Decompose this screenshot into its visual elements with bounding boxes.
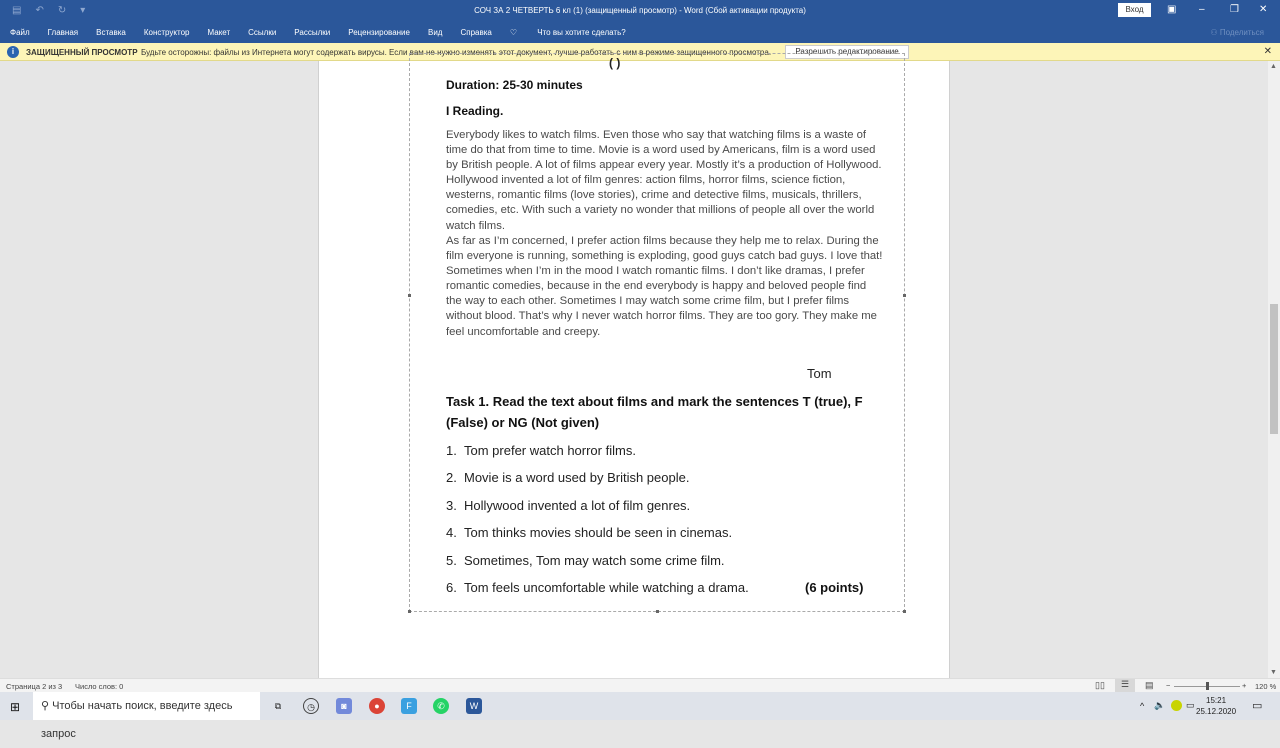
minimize-button[interactable]: –	[1199, 4, 1205, 15]
title-bar	[0, 0, 1280, 21]
login-button[interactable]: Вход	[1118, 3, 1151, 17]
undo-icon[interactable]: ↶	[35, 5, 44, 16]
search-icon: ⚲	[41, 700, 53, 712]
notifications-icon[interactable]: ▭	[1252, 700, 1263, 712]
clock-time: 15:21	[1206, 696, 1227, 705]
item-text: Sometimes, Tom may watch some crime film.	[464, 553, 725, 568]
list-item	[446, 580, 749, 595]
search-placeholder: Чтобы начать поиск, введите здесь запрос	[41, 700, 233, 740]
page-count[interactable]: Страница 2 из 3	[6, 682, 63, 691]
redo-icon[interactable]: ↻	[57, 5, 67, 16]
tab-home[interactable]: Главная	[47, 28, 79, 37]
tab-references[interactable]: Ссылки	[248, 28, 277, 37]
shield-icon: i	[7, 46, 19, 58]
maximize-button[interactable]: ❐	[1230, 4, 1239, 15]
item-text: Hollywood invented a lot of film genres.	[464, 498, 691, 513]
tray-chevron-icon[interactable]: ^	[1140, 701, 1145, 711]
author-name: Tom	[807, 366, 832, 381]
tab-mailings[interactable]: Рассылки	[294, 28, 331, 37]
discord-icon[interactable]: ◙	[336, 698, 352, 714]
close-icon[interactable]: ✕	[1263, 46, 1272, 57]
resize-handle[interactable]	[903, 610, 906, 613]
item-number: 4.	[446, 525, 457, 540]
points-label: (6 points)	[805, 580, 864, 595]
enable-editing-button[interactable]: Разрешить редактирование	[785, 45, 909, 59]
save-icon[interactable]: ▤	[12, 5, 22, 16]
resize-handle[interactable]	[408, 610, 411, 613]
person-icon: ⚇	[1210, 28, 1220, 37]
cut-off-heading: ( )	[609, 56, 621, 70]
resize-handle[interactable]	[408, 294, 411, 297]
word-count[interactable]: Число слов: 0	[75, 682, 124, 691]
app-f-icon[interactable]: F	[401, 698, 417, 714]
duration-text: Duration: 25-30 minutes	[446, 78, 583, 92]
section-heading: I Reading.	[446, 104, 504, 118]
resize-handle[interactable]	[656, 610, 659, 613]
protected-view-message: Будьте осторожны: файлы из Интернета могут содержать вирусы. Если вам не нужно изменять этот документ, лучше работать с ним в режиме защищенного просмотра.	[141, 48, 772, 57]
status-bar	[0, 678, 1280, 692]
document-page[interactable]	[318, 56, 950, 678]
zoom-out-icon[interactable]: −	[1166, 681, 1171, 690]
list-item	[446, 498, 690, 513]
windows-start-icon[interactable]: ⊞	[10, 700, 21, 714]
item-number: 1.	[446, 443, 457, 458]
whatsapp-icon[interactable]: ✆	[433, 698, 449, 714]
list-item	[446, 525, 732, 540]
tab-help[interactable]: Справка	[460, 28, 492, 37]
share-label: Поделиться	[1219, 28, 1264, 37]
tab-review[interactable]: Рецензирование	[348, 28, 410, 37]
paragraph-1: Everybody likes to watch films. Even those who say that watching films is a waste of time do that from time to time. Movie is a word used by Americans, film is a word used by British people. A lot of films appear every year. Mostly it’s a production of Hollywood. Hollywood invented a lot of film genres: action films, horror films, science fiction, westerns, romantic films (love stories), crime and detective films, musicals, thrillers, comedies, etc. With such a variety no wonder that millions of people all over the world watch films.	[446, 129, 882, 232]
zoom-level[interactable]: 120 %	[1255, 682, 1277, 691]
tab-design[interactable]: Конструктор	[143, 28, 190, 37]
lightbulb-icon: ♡	[509, 28, 520, 37]
chrome-icon[interactable]: ●	[369, 698, 385, 714]
paragraph-2: As far as I’m concerned, I prefer action films because they help me to relax. During the film everyone is running, something is exploding, good guys catch bad guys. I love that! Sometimes when I’m in the mood I watch romantic films. I don’t like dramas, I prefer romantic comedies, because in the end everybody is happy and beloved people find the way to each other. Sometimes I may watch some crime film, but I prefer films without blood. That’s why I never watch horror films. They are too gory. They make me feel uncomfortable and creepy.	[446, 235, 883, 338]
word-icon[interactable]: W	[466, 698, 482, 714]
resize-handle[interactable]	[903, 294, 906, 297]
tab-view[interactable]: Вид	[427, 28, 443, 37]
item-text: Tom thinks movies should be seen in cinemas.	[464, 525, 733, 540]
tell-me-label: Что вы хотите сделать?	[537, 28, 626, 37]
item-text: Movie is a word used by British people.	[464, 470, 690, 485]
customize-qat-icon[interactable]: ▾	[80, 5, 86, 16]
task-view-icon[interactable]: ⧉	[274, 701, 282, 711]
item-text: Tom prefer watch horror films.	[464, 443, 636, 458]
close-button[interactable]: ✕	[1259, 4, 1268, 15]
item-number: 6.	[446, 580, 457, 595]
scroll-down-icon[interactable]: ▼	[1270, 669, 1277, 676]
item-number: 2.	[446, 470, 457, 485]
tab-file[interactable]: Файл	[10, 28, 30, 37]
protected-view-label: ЗАЩИЩЕННЫЙ ПРОСМОТР	[26, 48, 138, 57]
print-layout-icon[interactable]: ☰	[1115, 679, 1135, 692]
tab-layout[interactable]: Макет	[207, 28, 231, 37]
item-number: 3.	[446, 498, 457, 513]
tell-me-search[interactable]	[510, 28, 644, 37]
share-button[interactable]	[1210, 28, 1264, 37]
system-clock[interactable]	[1196, 695, 1236, 717]
taskbar	[0, 692, 1280, 740]
ribbon-tabs	[0, 21, 1280, 43]
network-icon[interactable]: ▭	[1186, 700, 1195, 710]
list-item	[446, 553, 725, 568]
zoom-slider-thumb[interactable]	[1206, 682, 1209, 690]
zoom-in-icon[interactable]: +	[1242, 681, 1247, 690]
ribbon-display-icon[interactable]: ▣	[1167, 4, 1177, 15]
vertical-scrollbar[interactable]	[1268, 61, 1280, 678]
list-item	[446, 443, 636, 458]
volume-icon[interactable]: 🔈	[1154, 700, 1166, 710]
window-title: СОЧ ЗА 2 ЧЕТВЕРТЬ 6 кл (1) (защищенный просмотр) - Word (Сбой активации продукта)	[474, 6, 806, 15]
web-layout-icon[interactable]: ▤	[1145, 680, 1154, 690]
tab-insert[interactable]: Вставка	[96, 28, 126, 37]
scrollbar-thumb[interactable]	[1270, 304, 1278, 434]
item-number: 5.	[446, 553, 457, 568]
item-text: Tom feels uncomfortable while watching a drama.	[464, 580, 749, 595]
taskbar-search[interactable]	[33, 692, 260, 740]
list-item	[446, 470, 689, 485]
app-tray-icon[interactable]	[1171, 700, 1182, 711]
clock-date: 25.12.2020	[1196, 707, 1237, 716]
read-mode-icon[interactable]: ▯▯	[1095, 680, 1105, 690]
scroll-up-icon[interactable]: ▲	[1270, 63, 1277, 70]
clock-app-icon[interactable]: ◷	[303, 698, 319, 714]
task-heading: Task 1. Read the text about films and mark the sentences T (true), F (False) or NG (Not given)	[446, 394, 863, 430]
